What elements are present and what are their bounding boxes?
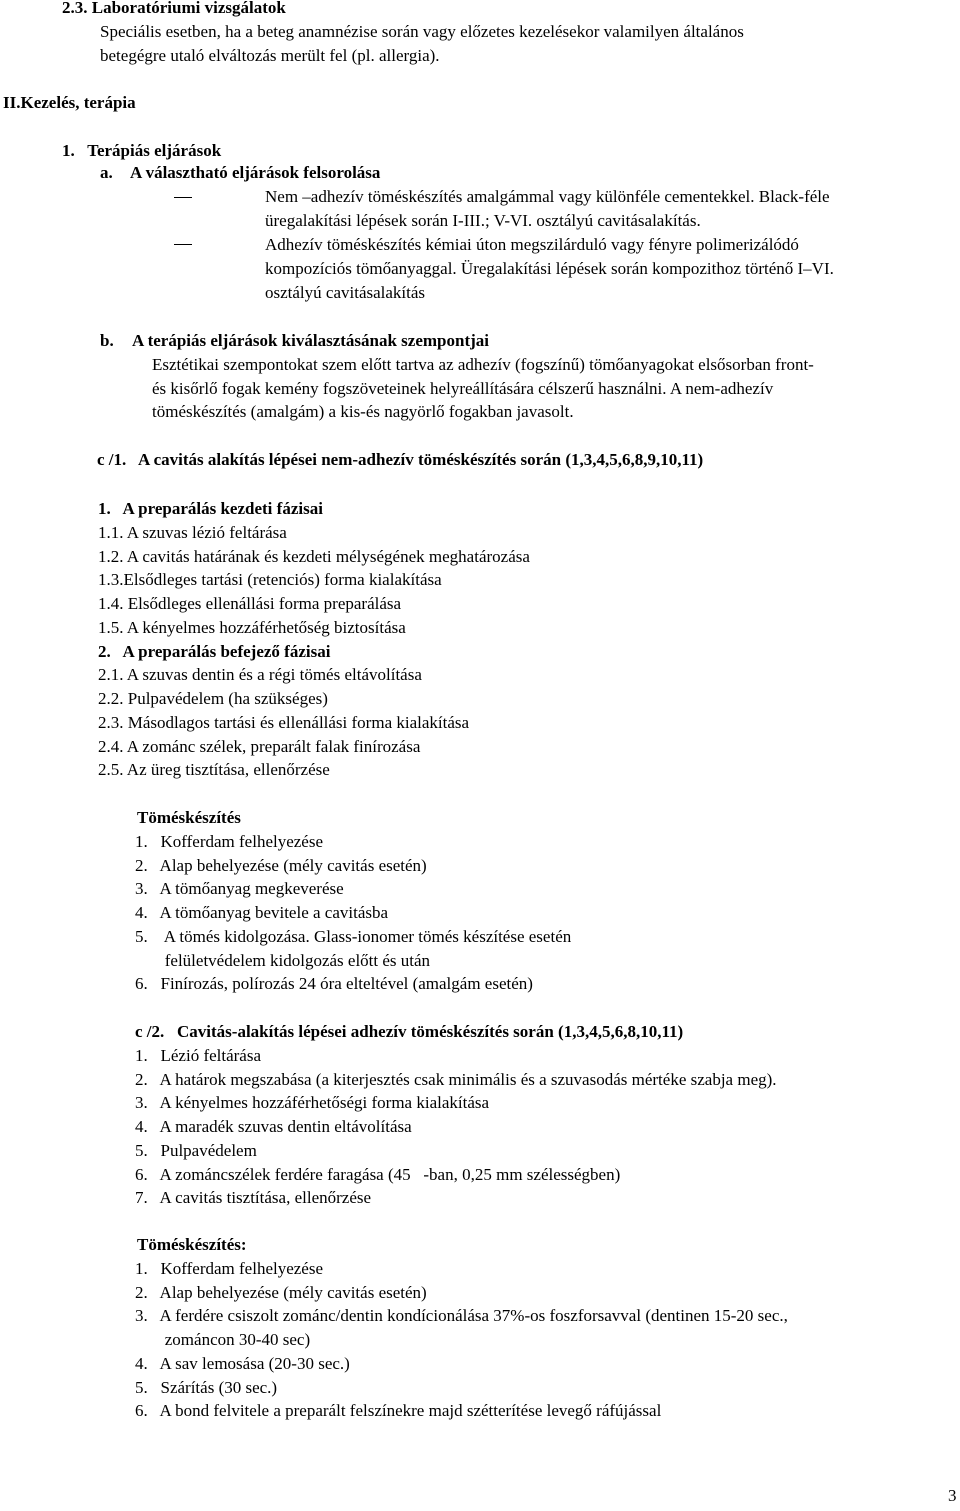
paragraph-line: Speciális esetben, ha a beteg anamnézise során vagy előzetes kezelésekor valamilyen általános: [100, 22, 744, 41]
list-item: 1. A preparálás kezdeti fázisai: [98, 499, 323, 518]
list-item: 1. Kofferdam felhelyezése: [135, 1259, 324, 1278]
list-item: 2.3. Másodlagos tartási és ellenállási forma kialakítása: [98, 712, 470, 732]
list-item: 4. A sav lemosása (20-30 sec.): [135, 1353, 350, 1373]
list-item: 5. Szárítás (30 sec.): [135, 1377, 278, 1397]
list-item: 4. A tömőanyag bevitele a cavitásba: [135, 903, 389, 923]
dash-bullet: [174, 197, 192, 198]
list-item-line: osztályú cavitásalakítás: [265, 283, 426, 302]
list-item: 1.1. A szuvas lézió feltárása: [98, 522, 287, 542]
list-item: 1.5. A kényelmes hozzáférhetőség biztosítása: [98, 617, 406, 637]
section-heading-laboratory: 2.3. Laboratóriumi vizsgálatok: [62, 0, 286, 17]
section-prefix-c1: c /1.: [97, 450, 127, 469]
subheading-therapeutic-procedures: 1. Terápiás eljárások: [62, 141, 222, 160]
list-item: 3. A tömőanyag megkeverése: [135, 879, 344, 899]
list-item: zománcon 30-40 sec): [135, 1330, 311, 1350]
section-heading-c1: A cavitás alakítás lépései nem-adhezív töméskészítés során (1,3,4,5,6,8,9,10,11): [138, 450, 704, 469]
list-item: 2.1. A szuvas dentin és a régi tömés eltávolítása: [98, 665, 422, 685]
list-item: 5. A tömés kidolgozása. Glass-ionomer tömés készítése esetén: [135, 926, 572, 946]
list-item: 2. Alap behelyezése (mély cavitás esetén): [135, 1282, 427, 1302]
list-item: 5. Pulpavédelem: [135, 1140, 257, 1160]
list-marker-a: a.: [100, 163, 113, 182]
list-item: 3. A ferdére csiszolt zománc/dentin kondícionálása 37%-os foszforsavval (dentinen 15-20 sec.,: [135, 1306, 788, 1326]
list-item: 4. A maradék szuvas dentin eltávolítása: [135, 1117, 412, 1137]
list-item-line: üregalakítási lépések során I-III.; V-VI. osztályú cavitásalakítás.: [265, 211, 701, 230]
list-marker-b: b.: [100, 331, 114, 350]
paragraph-line: Esztétikai szempontokat szem előtt tartva az adhezív (fogszínű) tömőanyagokat elsősorban front-: [152, 355, 814, 374]
list-item: 2. Alap behelyezése (mély cavitás esetén): [135, 855, 427, 875]
list-item: 1.2. A cavitás határának és kezdeti mélységének meghatározása: [98, 546, 530, 566]
list-item-line: Adhezív töméskészítés kémiai úton megszilárduló vagy fényre polimerizálódó: [265, 235, 799, 254]
dash-bullet: [174, 244, 192, 245]
list-item: 6. A bond felvitele a preparált felszínekre majd szétterítése levegő ráfújással: [135, 1401, 662, 1421]
list-item: 6. A zománcszélek ferdére faragása (45 -ban, 0,25 mm szélességben): [135, 1164, 621, 1184]
page-number: 3: [948, 1486, 957, 1505]
filling-heading-c1: Töméskészítés: [137, 808, 241, 827]
section-heading-c2: Cavitás-alakítás lépései adhezív töméskészítés során (1,3,4,5,6,8,10,11): [177, 1022, 684, 1041]
section-heading-treatment: II.Kezelés, terápia: [3, 93, 136, 112]
list-item: 3. A kényelmes hozzáférhetőségi forma kialakítása: [135, 1093, 490, 1113]
list-item: 2. A preparálás befejező fázisai: [98, 641, 331, 661]
list-item-line: kompozíciós tömőanyaggal. Üregalakítási lépések során kompozithoz történő I–VI.: [265, 259, 834, 278]
subheading-selection-criteria: A terápiás eljárások kiválasztásának szempontjai: [132, 331, 489, 350]
list-item: 6. Finírozás, polírozás 24 óra elteltével (amalgám esetén): [135, 974, 533, 994]
list-item: 2.4. A zománc szélek, preparált falak finírozása: [98, 736, 421, 756]
filling-heading-c2: Töméskészítés:: [137, 1235, 247, 1254]
list-item: 1.3.Elsődleges tartási (retenciós) forma kialakítása: [98, 570, 442, 590]
list-item: 1. Lézió feltárása: [135, 1046, 262, 1065]
list-item: 1. Kofferdam felhelyezése: [135, 832, 324, 851]
list-item: 7. A cavitás tisztítása, ellenőrzése: [135, 1188, 372, 1208]
subheading-selectable-procedures: A választható eljárások felsorolása: [130, 163, 381, 182]
paragraph-line: és kisőrlő fogak kemény fogszöveteinek helyreállítására célszerű használni. A nem-adhezív: [152, 379, 774, 398]
paragraph-line: betegégre utaló elváltozás merült fel (pl. allergia).: [100, 46, 440, 65]
list-item: 2.5. Az üreg tisztítása, ellenőrzése: [98, 760, 330, 780]
list-item: 1.4. Elsődleges ellenállási forma preparálása: [98, 594, 402, 613]
list-item-line: Nem –adhezív töméskészítés amalgámmal vagy különféle cementekkel. Black-féle: [265, 187, 830, 206]
list-item: felületvédelem kidolgozás előtt és után: [135, 950, 431, 970]
section-prefix-c2: c /2.: [135, 1022, 165, 1041]
list-item: 2. A határok megszabása (a kiterjesztés csak minimális és a szuvasodás mértéke szabja meg).: [135, 1069, 777, 1089]
paragraph-line: töméskészítés (amalgám) a kis-és nagyörlő fogakban javasolt.: [152, 402, 574, 421]
list-item: 2.2. Pulpavédelem (ha szükséges): [98, 689, 328, 708]
